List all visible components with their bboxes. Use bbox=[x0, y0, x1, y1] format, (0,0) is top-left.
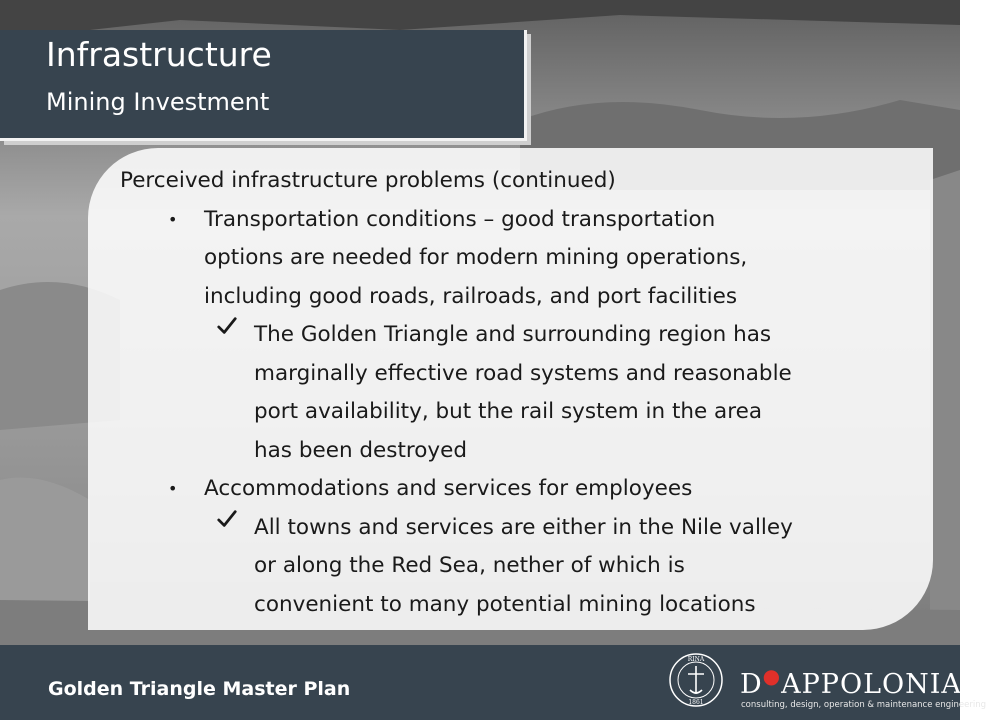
heading-line bbox=[120, 162, 920, 201]
svg-text:1861: 1861 bbox=[688, 699, 704, 706]
dappolonia-logo: D●APPOLONIA bbox=[740, 664, 962, 700]
body-text: All towns and services are either in the Nile valley bbox=[254, 514, 793, 540]
slide-subtitle: Mining Investment bbox=[46, 88, 270, 116]
body-text: Perceived infrastructure problems (continued) bbox=[120, 168, 616, 193]
check-continuation bbox=[120, 432, 920, 471]
body-text: including good roads, railroads, and port facilities bbox=[204, 283, 738, 309]
check-continuation bbox=[120, 393, 920, 432]
check-item bbox=[120, 509, 920, 548]
check-continuation bbox=[120, 586, 920, 625]
check-continuation bbox=[120, 355, 920, 394]
bullet-dot-icon: • bbox=[168, 479, 178, 498]
bullet-item bbox=[120, 201, 920, 240]
bullet-continuation bbox=[120, 239, 920, 278]
footer-title: Golden Triangle Master Plan bbox=[48, 678, 351, 700]
svg-text:RINA: RINA bbox=[687, 656, 705, 663]
checkmark-icon bbox=[216, 508, 238, 530]
body-text: options are needed for modern mining operations, bbox=[204, 245, 748, 270]
body-text: The Golden Triangle and surrounding region has bbox=[254, 322, 772, 347]
body-text: Accommodations and services for employees bbox=[204, 476, 693, 501]
body-text: or along the Red Sea, nether of which is bbox=[254, 553, 685, 578]
body-text: marginally effective road systems and reasonable bbox=[254, 360, 792, 386]
slide-title: Infrastructure bbox=[46, 35, 272, 74]
checkmark-icon bbox=[216, 315, 238, 337]
body-text: convenient to many potential mining locations bbox=[254, 591, 756, 617]
bullet-item bbox=[120, 470, 920, 509]
rina-seal-logo bbox=[668, 652, 724, 708]
body-text: port availability, but the rail system in the area bbox=[254, 399, 763, 424]
brand-dot: ● bbox=[762, 664, 782, 688]
body-text: Transportation conditions – good transportation bbox=[204, 206, 716, 232]
bullet-dot-icon: • bbox=[168, 209, 178, 229]
check-continuation bbox=[120, 547, 920, 586]
slide-body bbox=[120, 162, 920, 624]
brand-tagline: consulting, design, operation & maintenance engineering bbox=[741, 700, 986, 710]
body-text: has been destroyed bbox=[254, 437, 468, 463]
check-item bbox=[120, 316, 920, 355]
bullet-continuation bbox=[120, 278, 920, 317]
